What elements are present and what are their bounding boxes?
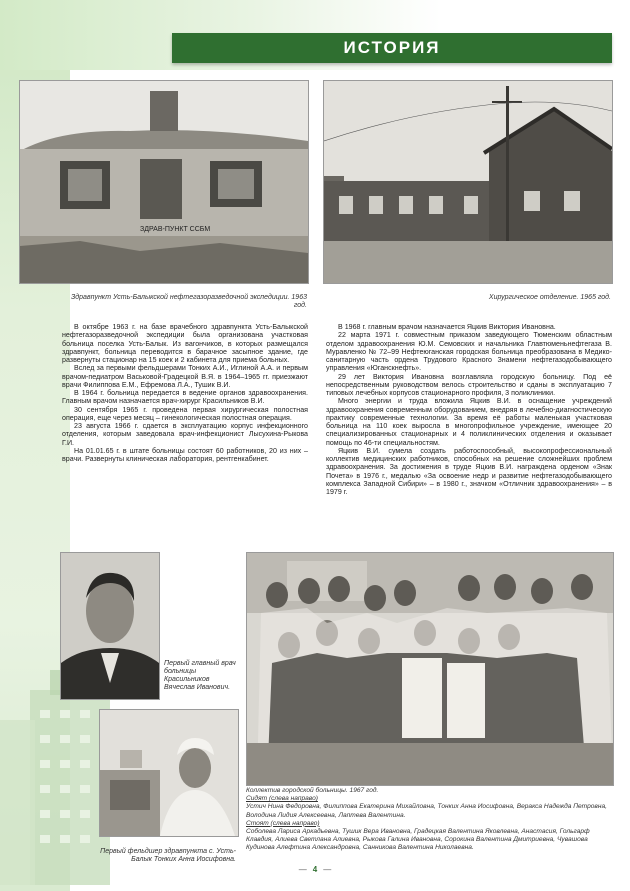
photo-3-caption: Первый главный врач больницы Красильников Вячеслав Иванович. — [164, 660, 236, 691]
left-text-column — [62, 323, 308, 463]
barrack-photo-image — [20, 81, 308, 283]
group-photo-image — [247, 553, 613, 785]
group-caption-title: Коллектив городской больницы. 1967 год. — [246, 787, 379, 794]
barrack-sign: ЗДРАВ-ПУНКТ ССБМ — [140, 226, 211, 233]
page-number-footer — [275, 865, 355, 874]
photo-first-feldsher — [99, 709, 239, 837]
paragraph: На 01.01.65 г. в штате больницы состоят 60 работников, 20 из них – врачи. Развернуты клиническая лаборатория, рентгенкабинет. — [62, 446, 308, 463]
photo-hospital-staff — [246, 552, 614, 786]
photo-surgery-department — [323, 80, 613, 284]
paragraph: В 1968 г. главным врачом назначается Яцкив Виктория Ивановна. — [338, 323, 556, 331]
footer-rule-left: — — [298, 865, 307, 874]
paragraph: 30 сентября 1965 г. проведена первая хирургическая полостная операция, еще через месяц – гинекологическая полостная операция. — [62, 405, 308, 422]
group-row2-names: Соболева Лариса Аркадьевна, Тушик Вера Ивановна, Градецкая Валентина Яковлевна, Анастасия, Гольгарф Клавдия, Алиева Светлана Алиевна, Рыкова Галина Ивановна, Сорокина Валентина Дмитриевна, Чувашова Кудинова Алефтина Александровна, Санникова Валентина Николаевна. — [246, 828, 590, 852]
portrait-photo-image — [61, 553, 159, 699]
paragraph: 23 августа 1966 г. сдается в эксплуатацию корпус инфекционного отделения, которым заведовала врач-инфекционист Лысухина-Рыкова Г.И. — [62, 422, 308, 447]
paragraph: 22 марта 1971 г. совместным приказом заведующего Тюменским областным отделом здравоохранения Ю.М. Семовских и начальника Главтюменьнефтегаза В. Муравленко № 72–99 Нефтеюганская городская больница преобразована в Медико-санитарную часть ордена Трудового Красного Знамени нефтегазодобывающего управления «Юганскнефть». — [326, 331, 612, 373]
paragraph: В 1964 г. больница передается в ведение органов здравоохранения. Главным врачом назначается врач-хирург Красильников В.И. — [62, 389, 308, 406]
group-row1-names: Устич Нина Федоровна, Филиппова Екатерина Михайловна, Тонких Анна Иосифовна, Веракса Надежда Петровна, Володина Лидия Алексеевна, Лаптева Валентина. — [246, 803, 607, 819]
surgery-building-photo-image — [324, 81, 612, 283]
paragraph: Яцкив В.И. сумела создать работоспособный, высокопрофессиональный коллектив медицинских работников, способных на решение сложнейших проблем здравоохранения. За достижения в труде Яцкив В.И. награждена орденом «Знак Почета» в 1976 г., медалью «За освоение недр и развитие нефтегазодобывающего комплекса Западной Сибири» – в 1980 г., значком «Отличник здравоохранения» – в 1979 г. — [326, 446, 612, 496]
photo-first-chief-doctor — [60, 552, 160, 700]
photo-first-aid-post — [19, 80, 309, 284]
photo-4-caption: Первый фельдшер здравпункта с. Усть-Балык Тонких Анна Иосифовна. — [100, 848, 236, 863]
photo-1-caption: Здравпункт Усть-Балыкской нефтегазоразведочной экспедиции. 1963 год. — [71, 294, 307, 309]
footer-rule-right: — — [323, 865, 332, 874]
paragraph: 29 лет Виктория Ивановна возглавляла городскую больницу. Под её непосредственным руководством велось строительство и сданы в эксплуатацию 7 типовых лечебных корпусов стационарного профиля, 3 поликлиники. — [326, 372, 612, 397]
feldsher-photo-image — [100, 710, 238, 836]
group-row1-label: Сидят (слева направо) — [246, 795, 318, 803]
section-title: ИСТОРИЯ — [343, 38, 441, 57]
paragraph: Вслед за первыми фельдшерами Тонких А.И., Иглиной А.А. и первым врачом-педиатром Васьковой-Градецкой В.Я. в 1964–1965 гг. приезжают врачи Филиппова Е.М., Ефремова Л.А., Тушик В.И. — [62, 364, 308, 389]
group-photo-caption — [246, 787, 614, 853]
page-number: 4 — [312, 865, 318, 874]
paragraph: В октябре 1963 г. на базе врачебного здравпункта Усть-Балыкской нефтегазоразведочной экспедиции была организована участковая больница поселка Усть-Балык. Из вагончиков, в которых размещался здравпункт, больница переводится в барачное засыпное здание, где развернуты стационар на 15 коек и 2 кабинета для приема больных. — [62, 323, 308, 364]
right-text-column — [326, 323, 612, 496]
photo-2-caption: Хирургическое отделение. 1965 год. — [488, 294, 611, 301]
paragraph: Много энергии и труда вложила Яцкив В.И. в оснащение учреждений здравоохранения современным оборудованием, внедряя в лечебно-диагностическую практику современные технологии. За время её работы маленькая участковая больница на 110 коек выросла в многопрофильное учреждение, имеющее 20 специализированных стационарных и 4 поликлинических отделения и оказывает помощь по 46-ти специальностям. — [326, 397, 612, 447]
group-row2-label: Стоят (слева направо) — [246, 819, 320, 827]
